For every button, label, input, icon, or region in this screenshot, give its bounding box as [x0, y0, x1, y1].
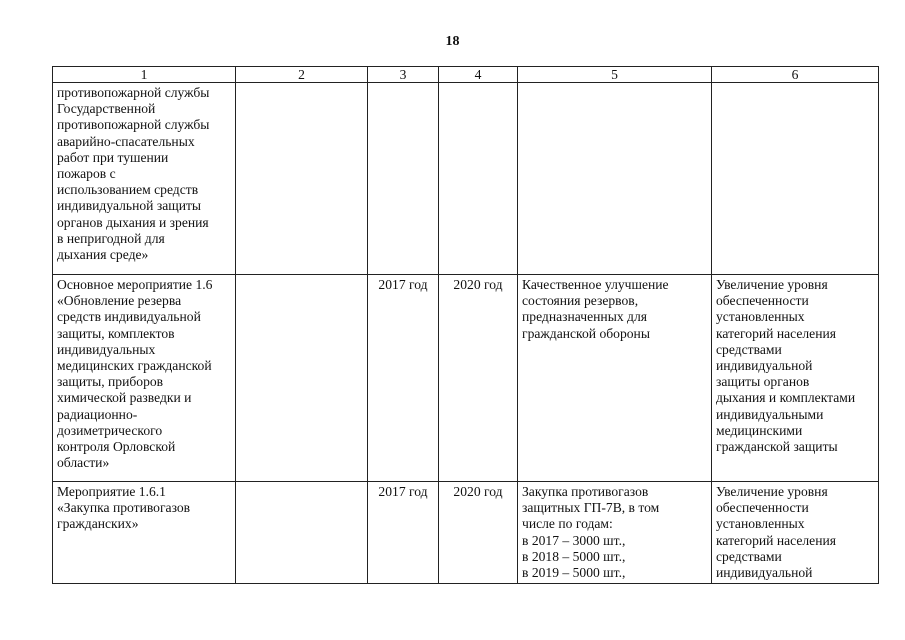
start-year-cell: 2017 год	[368, 275, 439, 482]
measures-table	[52, 66, 879, 584]
table-row	[53, 83, 879, 275]
column-header: 2	[236, 67, 368, 83]
expected-result-cell	[518, 83, 712, 275]
measure-name-cell: Основное мероприятие 1.6 «Обновление резерва средств индивидуальной защиты, комплектов индивидуальных медицинских гражданской защиты, приборов химической разведки и радиационно- дозиметрического контроля Орловской области»	[53, 275, 236, 482]
end-year-cell: 2020 год	[439, 275, 518, 482]
indicator-link-cell: Увеличение уровня обеспеченности установленных категорий населения средствами индивидуальной	[712, 482, 879, 584]
executor-cell	[236, 83, 368, 275]
table-row	[53, 275, 879, 482]
measure-name-cell: Мероприятие 1.6.1 «Закупка противогазов гражданских»	[53, 482, 236, 584]
executor-cell	[236, 482, 368, 584]
expected-result-cell: Закупка противогазов защитных ГП-7В, в том числе по годам: в 2017 – 3000 шт., в 2018 – 5000 шт., в 2019 – 5000 шт.,	[518, 482, 712, 584]
page-number: 18	[445, 34, 460, 49]
expected-result-cell: Качественное улучшение состояния резервов, предназначенных для гражданской обороны	[518, 275, 712, 482]
column-header: 4	[439, 67, 518, 83]
column-header: 3	[368, 67, 439, 83]
executor-cell	[236, 275, 368, 482]
indicator-link-cell	[712, 83, 879, 275]
start-year-cell	[368, 83, 439, 275]
column-number-row	[53, 67, 879, 83]
column-header: 5	[518, 67, 712, 83]
start-year-cell: 2017 год	[368, 482, 439, 584]
table-row	[53, 482, 879, 584]
column-header: 1	[53, 67, 236, 83]
indicator-link-cell: Увеличение уровня обеспеченности установленных категорий населения средствами индивидуальной защиты органов дыхания и комплектами индивидуальными медицинскими гражданской защиты	[712, 275, 879, 482]
end-year-cell	[439, 83, 518, 275]
column-header: 6	[712, 67, 879, 83]
end-year-cell: 2020 год	[439, 482, 518, 584]
measure-name-cell: противопожарной службы Государственной противопожарной службы аварийно-спасательных работ при тушении пожаров с использованием средств индивидуальной защиты органов дыхания и зрения в непригодной для дыхания среде»	[53, 83, 236, 275]
